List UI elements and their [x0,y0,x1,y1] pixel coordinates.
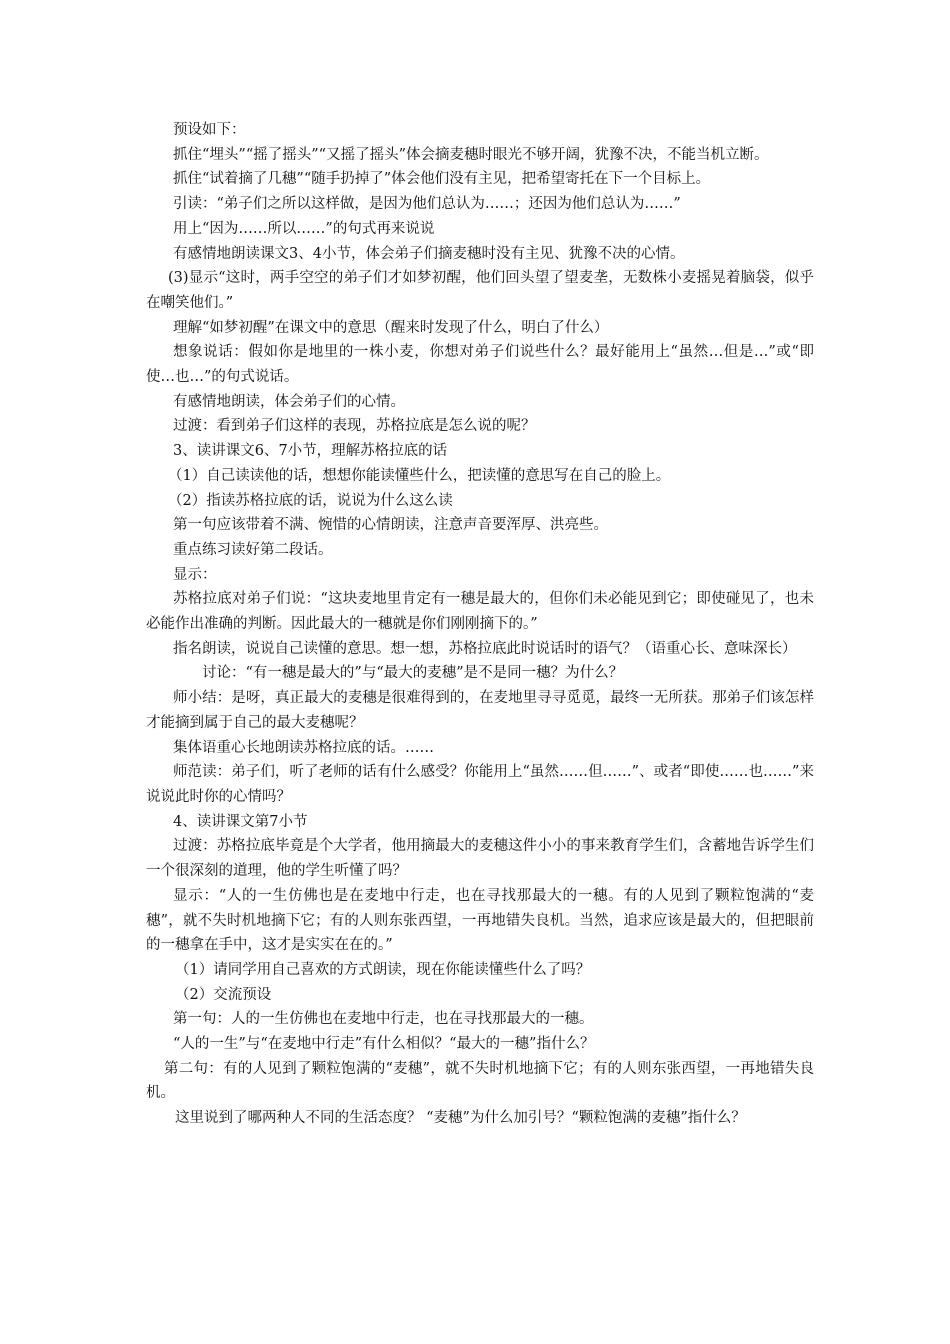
paragraph: 集体语重心长地朗读苏格拉底的话。…… [173,739,434,756]
paragraph: 苏格拉底对弟子们说：“这块麦地里肯定有一穗是最大的，但你们未必能见到它；即使碰见了，也未必能作出准确的判断。因此最大的一穗就是你们刚刚摘下的。” [146,591,814,633]
paragraph: 抓住“埋头”“摇了摇头”“又摇了摇头”体会摘麦穗时眼光不够开阔，犹豫不决，不能当机立断。 [173,146,769,163]
paragraph: 过渡：看到弟子们这样的表现，苏格拉底是怎么说的呢？ [173,418,536,435]
paragraph: 有感情地朗读课文3、4小节，体会弟子们摘麦穗时没有主见、犹豫不决的心情。 [173,245,685,262]
paragraph: （2）指读苏格拉底的话，说说为什么这么读 [168,492,453,509]
paragraph: 显示： [173,566,217,583]
paragraph: 第二句：有的人见到了颗粒饱满的“麦穗”，就不失时机地摘下它；有的人则东张西望，一再地错失良机。 [146,1060,814,1102]
paragraph: 有感情地朗读，体会弟子们的心情。 [173,393,405,410]
paragraph: 引读：“弟子们之所以这样做，是因为他们总认为……；还因为他们总认为……” [173,196,681,213]
paragraph: 这里说到了哪两种人不同的生活态度？ “麦穗”为什么加引号？“颗粒饱满的麦穗”指什么？ [175,1110,746,1127]
paragraph: 指名朗读，说说自己读懂的意思。想一想，苏格拉底此时说话时的语气？（语重心长、意味深长） [173,640,797,657]
paragraph: 师范读：弟子们，听了老师的话有什么感受？你能用上“虽然……但……”、或者“即使……也……”来说说此时你的心情吗？ [146,764,814,805]
paragraph: 理解“如梦初醒”在课文中的意思（醒来时发现了什么，明白了什么） [173,319,609,336]
paragraph: 师小结：是呀，真正最大的麦穗是很难得到的，在麦地里寻寻觅觅，最终一无所获。那弟子们该怎样才能摘到属于自己的最大麦穗呢？ [146,690,814,731]
paragraph: 第一句应该带着不满、惋惜的心情朗读，注意声音要浑厚、洪亮些。 [173,517,608,534]
paragraph: 4、读讲课文第7小节 [173,813,308,830]
paragraph: 讨论：“有一穗是最大的”与“最大的麦穗”是不是同一穗？为什么？ [202,665,624,682]
paragraph: （2）交流预设 [175,986,272,1003]
paragraph: “人的一生”与“在麦地中行走”有什么相似？“最大的一穗”指什么？ [173,1036,595,1053]
paragraph: （1）请同学用自己喜欢的方式朗读，现在你能读懂些什么了吗？ [175,961,591,978]
paragraph: 抓住“试着摘了几穗”“随手扔掉了”体会他们没有主见，把希望寄托在下一个目标上。 [173,171,711,188]
paragraph: 3、读讲课文6、7小节，理解苏格拉底的话 [173,443,448,460]
paragraph: 过渡：苏格拉底毕竟是个大学者，他用摘最大的麦穗这件小小的事来教育学生们，含蓄地告诉学生们一个很深刻的道理，他的学生听懂了吗？ [146,838,814,880]
paragraph: 用上“因为……所以……”的句式再来说说 [173,220,435,237]
paragraph: （1）自己读读他的话，想想你能读懂些什么，把读懂的意思写在自己的脸上。 [168,467,671,484]
paragraph: 重点练习读好第二段话。 [173,541,333,558]
document-body [146,118,814,1131]
paragraph: 第一句：人的一生仿佛也在麦地中行走，也在寻找那最大的一穗。 [173,1011,594,1028]
paragraph: 想象说话：假如你是地里的一株小麦，你想对弟子们说些什么？最好能用上“虽然…但是…”或“即使…也…”的句式说话。 [146,344,814,386]
paragraph: 预设如下： [173,122,246,138]
paragraph: 显示：“人的一生仿佛也是在麦地中行走，也在寻找那最大的一穗。有的人见到了颗粒饱满的“麦穗”，就不失时机地摘下它；有的人则东张西望，一再地错失良机。当然，追求应该是最大的，但把眼前的一穗拿在手中，这才是实实在在的。” [146,887,814,954]
paragraph: (3)显示“这时，两手空空的弟子们才如梦初醒，他们回头望了望麦垄，无数株小麦摇晃着脑袋，似乎在嘲笑他们。” [146,270,814,311]
